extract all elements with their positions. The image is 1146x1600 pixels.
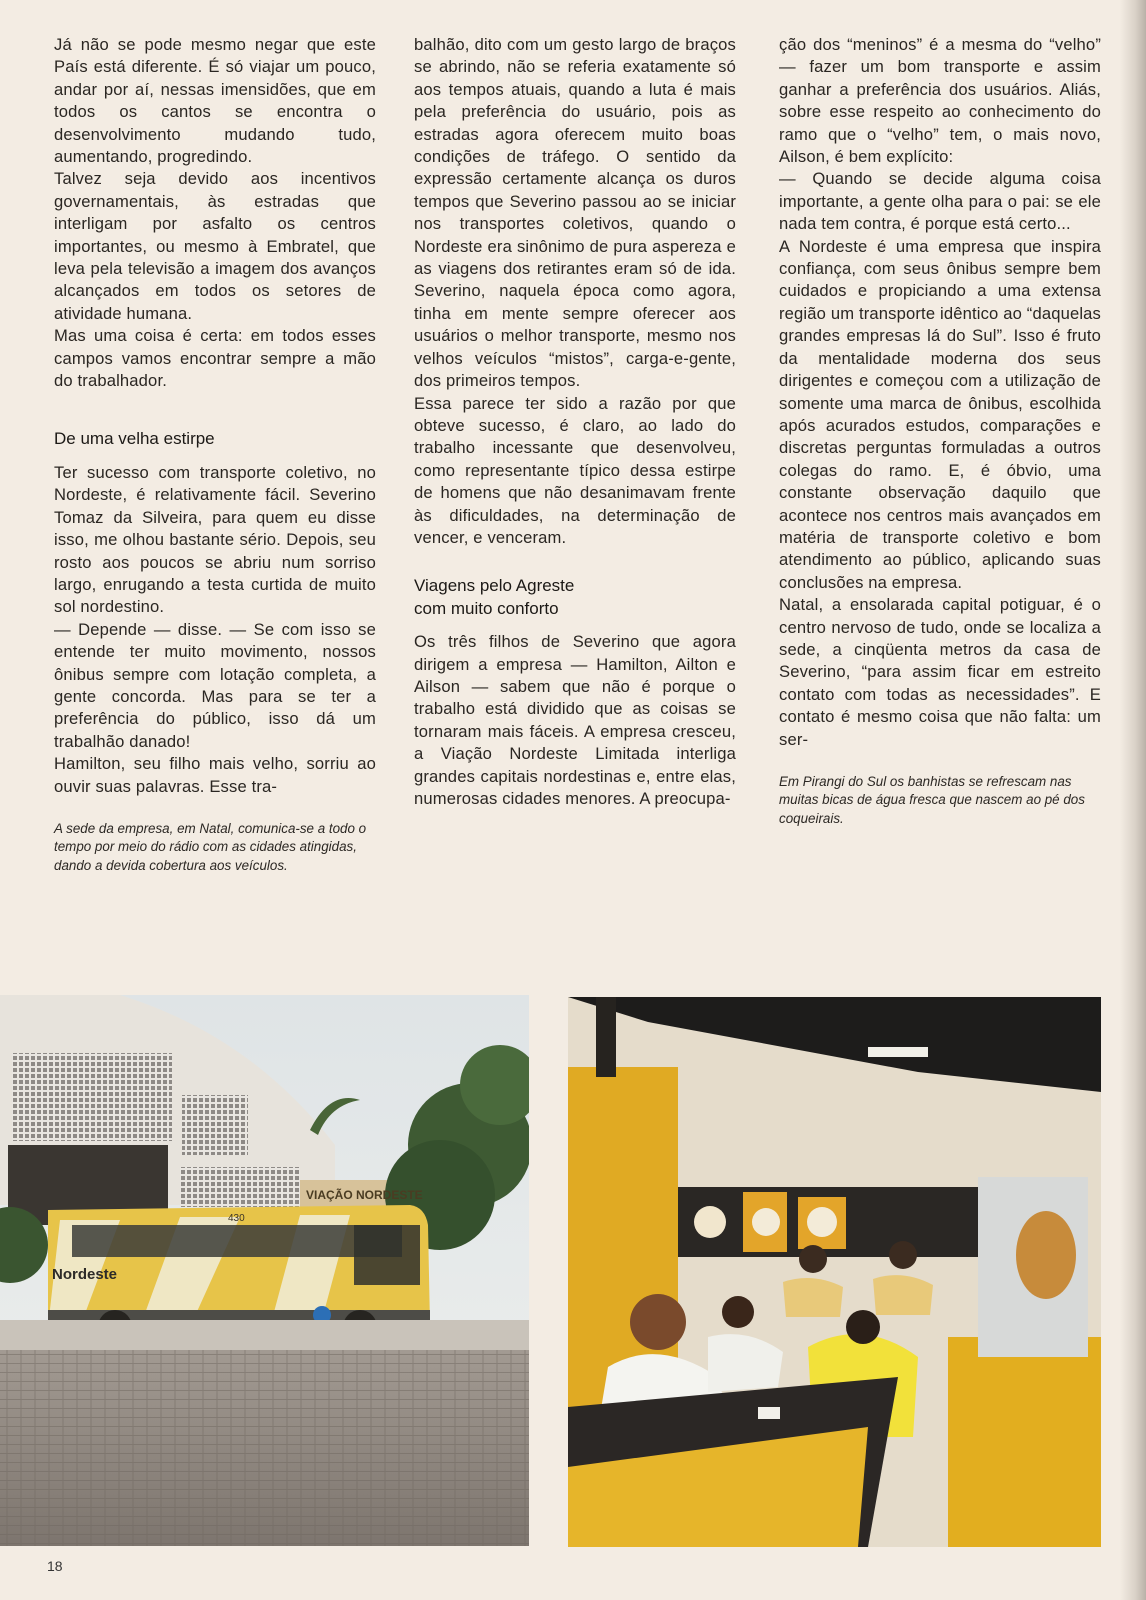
page-number: 18 <box>47 1558 63 1574</box>
col2-paragraph-1: balhão, dito com um gesto largo de braços se abrindo, não se referia exatamente só aos tempos atuais, quando a luta é mais pela preferência do usuário, pois as estradas agora oferecem muito boas condições de tráfego. O sentido da expressão certamente alcança os duros tempos que Severino passou ao se iniciar nos transportes coletivos, quando o Nordeste era sinônimo de pura aspereza e as viagens dos retirantes eram só de ida. Severino, naquela época como agora, tinha em mente sempre oferecer aos usuários o melhor transporte, mesmo nos velhos veículos “mistos”, carga-e-gente, dos primeiros tempos. <box>414 35 736 391</box>
column-2 <box>414 34 736 810</box>
col1-paragraph-3: Mas uma coisa é certa: em todos esses campos vamos encontrar sempre a mão do trabalhador. <box>54 326 376 391</box>
col2-paragraph-3: Os três filhos de Severino que agora dirigem a empresa — Hamilton, Ailton e Ailson — sabem que não é porque o trabalho está dividido que as coisas se tornaram mais fáceis. A empresa cresceu, a Viação Nordeste Limitada interliga grandes capitais nordestinas e, entre elas, numerosas cidades menores. A preocupa- <box>414 632 736 808</box>
bus-logo-text: Nordeste <box>52 1266 118 1283</box>
subheading-velha-estirpe: De uma velha estirpe <box>54 428 215 448</box>
column-3 <box>779 34 1101 828</box>
col3-paragraph-2: — Quando se decide alguma coisa importante, a gente olha para o pai: se ele nada tem contra, é porque está certo... <box>779 169 1101 234</box>
col3-paragraph-3: A Nordeste é uma empresa que inspira confiança, com seus ônibus sempre bem cuidados e propiciando a uma extensa região um transporte idêntico ao “daquelas grandes empresas lá do Sul”. Isso é fruto da mentalidade moderna dos seus dirigentes e começou com a utilização de somente uma marca de ônibus, escolhida após acurados estudos, comparações e discretas perguntas formuladas a outros colegas do ramo. E, é óbvio, uma constante observação daquilo que acontece nos centros mais avançados em matéria de transporte coletivo e bom atendimento ao público, aplicando suas conclusões na empresa. <box>779 236 1101 592</box>
bus-garage-illustration <box>0 995 529 1546</box>
photo-office-interior <box>568 997 1101 1547</box>
subheading-viagens-line-2: com muito conforto <box>414 598 559 618</box>
col1-paragraph-4: Ter sucesso com transporte coletivo, no Nordeste, é relativamente fácil. Severino Tomaz da Silveira, para quem eu disse isso, me olhou bastante sério. Depois, seu rosto aos poucos se abriu num sorriso largo, enrugando a testa curtida de muito sol nordestino. <box>54 462 376 617</box>
caption-right: Em Pirangi do Sul os banhistas se refrescam nas muitas bicas de água fresca que nascem ao pé dos coqueirais. <box>779 774 1085 826</box>
col1-paragraph-6: Hamilton, seu filho mais velho, sorriu ao ouvir suas palavras. Esse tra- <box>54 754 376 796</box>
column-1 <box>54 34 376 875</box>
col2-paragraph-2: Essa parece ter sido a razão por que obteve sucesso, é claro, ao lado do trabalho incessante que desenvolveu, como representante típico dessa estirpe de homens que não desanimavam frente às dificuldades, na determinação de vencer, e venceram. <box>414 393 736 547</box>
col1-paragraph-1: Já não se pode mesmo negar que este País está diferente. É só viajar um pouco, andar por aí, nessas imensidões, que em todos os cantos se encontra o desenvolvimento mudando tudo, aumentando, progredindo. <box>54 35 376 167</box>
garage-sign-text: VIAÇÃO NORDESTE <box>306 1188 423 1202</box>
col1-paragraph-2: Talvez seja devido aos incentivos governamentais, às estradas que interligam por asfalto os centros importantes, ou mesmo à Embratel, que leva pela televisão a imagem dos avanços alcançados em todos os setores de atividade humana. <box>54 169 376 323</box>
bus-number-text: 430 <box>228 1213 245 1224</box>
col3-paragraph-4: Natal, a ensolarada capital potiguar, é o centro nervoso de tudo, onde se localiza a sede, a cinqüenta metros da casa de Severino, “para assim ficar em estreito contato com todas as necessidades”. E contato é mesmo coisa que não falta: um ser- <box>779 595 1101 749</box>
col1-paragraph-5: — Depende — disse. — Se com isso se entende ter muito movimento, nossos ônibus sempre com lotação completa, a gente concorda. Mas para se ter a preferência do público, isso dá um trabalhão danado! <box>54 619 376 751</box>
office-interior-illustration <box>568 997 1101 1547</box>
page-edge <box>1120 0 1146 1600</box>
caption-left: A sede da empresa, em Natal, comunica-se a todo o tempo por meio do rádio com as cidades atingidas, dando a devida cobertura aos veículos. <box>54 821 367 873</box>
photo-bus-garage <box>0 995 529 1546</box>
subheading-viagens-line-1: Viagens pelo Agreste <box>414 576 575 596</box>
col3-paragraph-1: ção dos “meninos” é a mesma do “velho” — fazer um bom transporte e assim ganhar a preferência dos usuários. Aliás, sobre esse respeito ao conhecimento do ramo que o “velho” tem, o mais novo, Ailson, é bem explícito: <box>779 35 1101 167</box>
